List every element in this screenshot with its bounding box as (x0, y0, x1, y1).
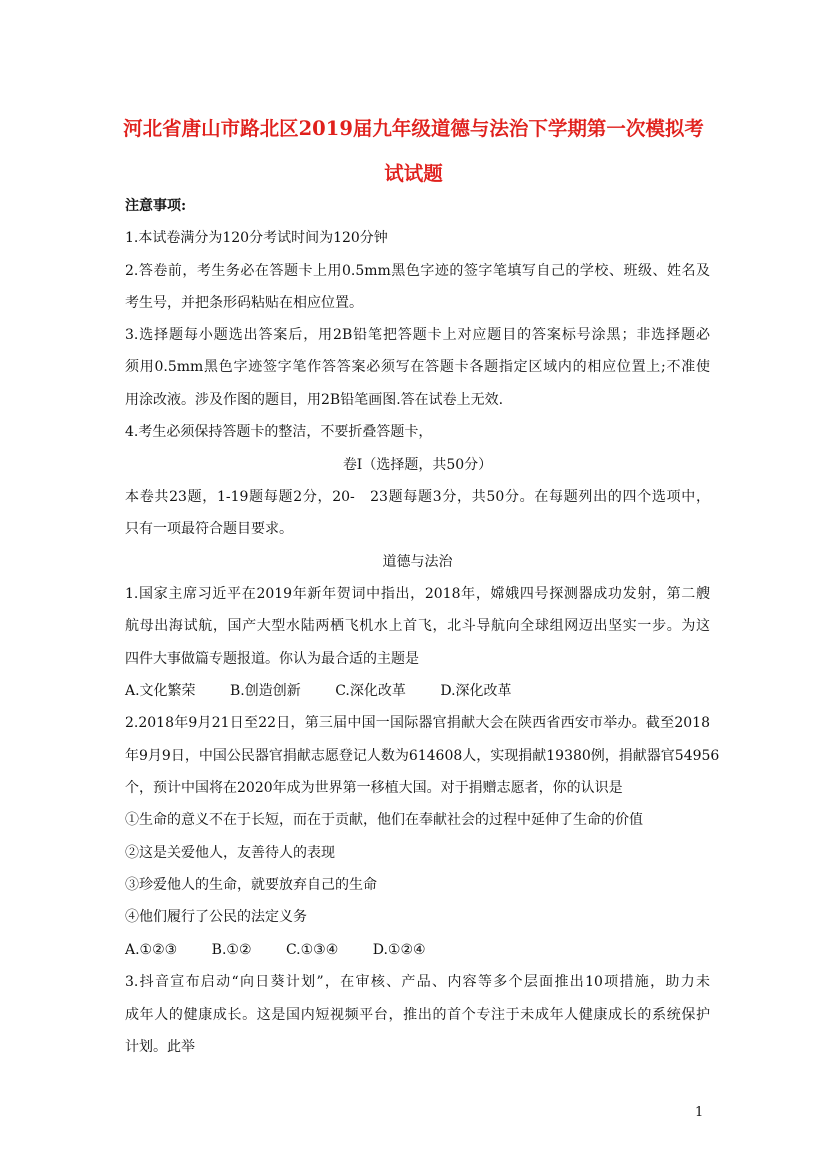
notice-line: 3.选择题每小题选出答案后，用2B铅笔把答题卡上对应题目的答案标号涂黑；非选择题必 (125, 327, 710, 343)
q2-statement: ①生命的意义不在于长短，而在于贡献，他们在奉献社会的过程中延伸了生命的价值 (125, 812, 643, 828)
q1-options (125, 682, 710, 700)
q1-option-c: C.深化改革 (335, 683, 406, 699)
q2-option-d: D.①②④ (372, 942, 426, 958)
q2-statement: ④他们履行了公民的法定义务 (125, 909, 307, 925)
q3-text-line: 成年人的健康成长。这是国内短视频平台，推出的首个专注于未成年人健康成长的系统保护 (125, 1007, 710, 1023)
q2-text-line: 个，预计中国将在2020年成为世界第一移植大国。对于捐赠志愿者，你的认识是 (125, 780, 623, 796)
q1-option-b: B.创造创新 (230, 683, 301, 699)
section-desc-line: 只有一项最符合题目要求。 (125, 521, 293, 537)
notice-line: 考生号，并把条形码粘贴在相应位置。 (125, 295, 363, 311)
q2-statement: ②这是关爱他人，友善待人的表现 (125, 845, 335, 861)
notice-line: 用涂改液。涉及作图的题目，用2B铅笔画图.答在试卷上无效. (125, 392, 504, 408)
q1-option-a: A.文化繁荣 (125, 683, 196, 699)
q2-options (125, 941, 710, 959)
q3-text-line: 计划。此举 (125, 1039, 195, 1055)
notice-line: 4.考生必须保持答题卡的整洁，不要折叠答题卡， (125, 424, 433, 440)
q3-text-line: 3.抖音宣布启动“向日葵计划”，在审核、产品、内容等多个层面推出10项措施，助力未 (125, 974, 710, 990)
q2-option-a: A.①②③ (125, 942, 178, 958)
notice-line: 1.本试卷满分为120分考试时间为120分钟 (125, 230, 388, 246)
q1-text-line: 1.国家主席习近平在2019年新年贺词中指出，2018年，嫦娥四号探测器成功发射，第二艘 (125, 586, 710, 602)
q1-option-d: D.深化改革 (440, 683, 512, 699)
notice-heading: 注意事项: (125, 198, 187, 214)
q1-text-line: 四件大事做篇专题报道。你认为最合适的主题是 (125, 651, 419, 667)
notice-line: 2.答卷前，考生务必在答题卡上用0.5mm黑色字迹的签字笔填写自己的学校、班级、姓名及 (125, 263, 710, 279)
q1-text-line: 航母出海试航，国产大型水陆两栖飞机水上首飞，北斗导航向全球组网迈出坚实一步。为这 (125, 618, 710, 634)
q2-statement: ③珍爱他人的生命，就要放弃自己的生命 (125, 877, 377, 893)
section-title: 卷Ⅰ（选择题，共50分） (342, 457, 493, 473)
doc-title-line-2: 试试题 (384, 162, 443, 185)
q2-option-b: B.①② (211, 942, 252, 958)
q2-option-c: C.①③④ (285, 942, 339, 958)
notice-line: 须用0.5mm黑色字迹签字笔作答答案必须写在答题卡各题指定区域内的相应位置上;不准使 (125, 359, 710, 375)
page-number: 1 (695, 1105, 704, 1120)
section-desc-line: 本卷共23题，1-19题每题2分，20- 23题每题3分，共50分。在每题列出的四个选项中， (125, 489, 710, 505)
doc-title-line-1: 河北省唐山市路北区2019届九年级道德与法治下学期第一次模拟考 (123, 117, 704, 140)
q2-text-line: 2.2018年9月21日至22日，第三届中国一国际器官捐献大会在陕西省西安市举办。截至2018 (125, 715, 710, 731)
subject-heading: 道德与法治 (382, 554, 453, 570)
q2-text-line: 年9月9日，中国公民器官捐献志愿登记人数为614608人，实现捐献19380例，捐献器官54956 (125, 748, 720, 764)
